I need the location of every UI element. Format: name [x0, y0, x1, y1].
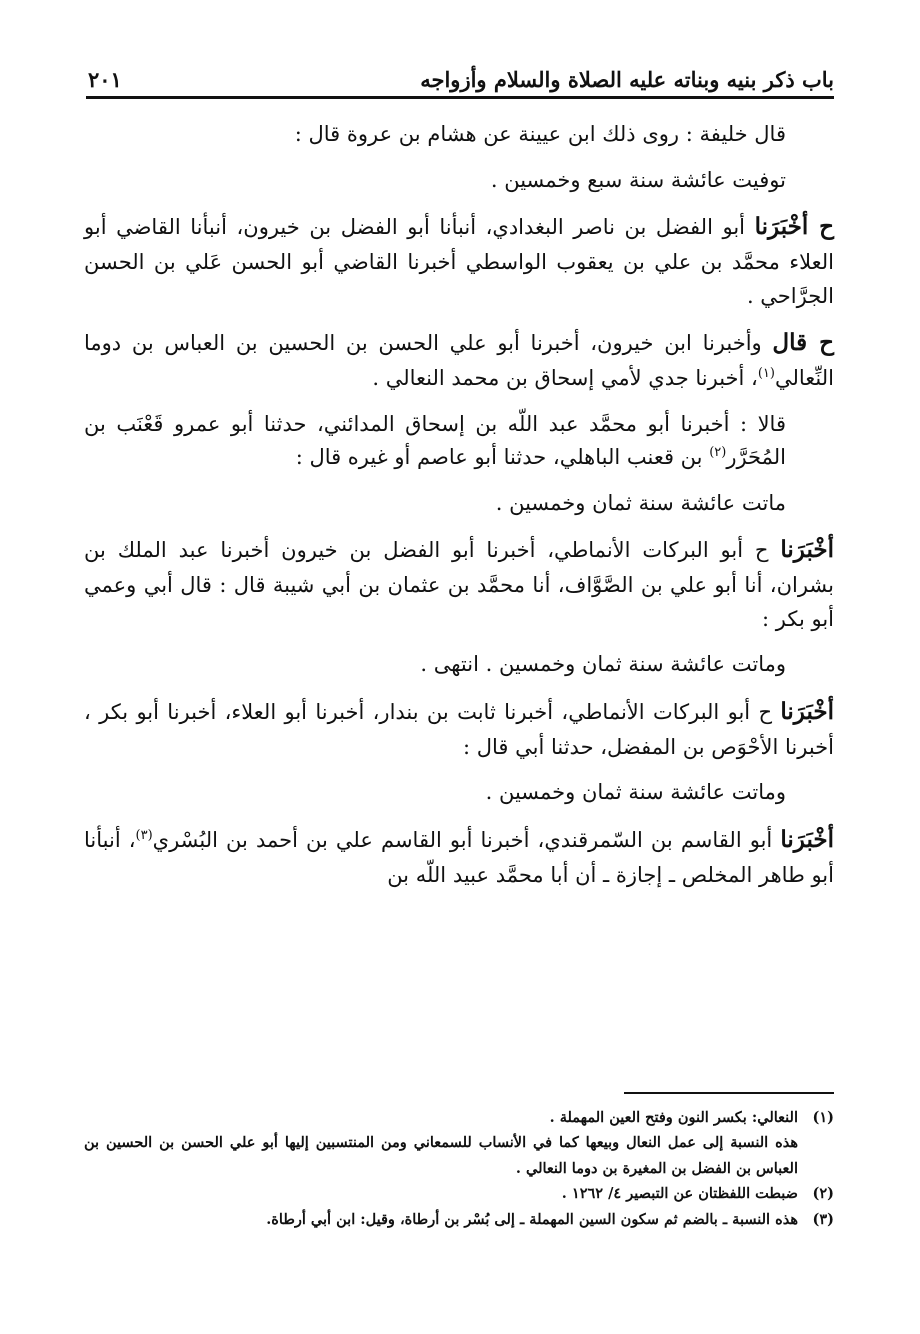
- isnad-lead: أخْبَرَنا: [780, 697, 834, 725]
- paragraph-text: قال خليفة : روى ذلك ابن عيينة عن هشام بن عروة قال :: [294, 122, 786, 146]
- isnad-lead: أخْبَرَنا: [780, 825, 834, 853]
- footnote: [84, 1181, 834, 1206]
- paragraph-text-after: ، أنبأنا أبو طاهر المخلص ـ إجازة ـ أن أبا محمَّد عبيد اللّه بن: [84, 827, 834, 887]
- paragraph: [84, 822, 834, 892]
- paragraph-text: أبو القاسم بن السّمرقندي، أخبرنا أبو القاسم علي بن أحمد بن البُسْري: [152, 827, 781, 852]
- paragraph: [84, 164, 834, 198]
- paragraph-text: ح أبو البركات الأنماطي، أخبرنا أبو الفضل بن خيرون أخبرنا عبد الملك بن بشران، أنا أبو علي بن الصَّوَّاف، أنا محمَّد بن عثمان بن أبي شيبة قال : قال أبي وعمي أبو بكر :: [84, 538, 834, 631]
- footnote-number: (١): [812, 1109, 834, 1126]
- paragraph: [84, 694, 834, 764]
- main-text: [84, 118, 834, 904]
- paragraph-text: وماتت عائشة سنة ثمان وخمسين . انتهى .: [420, 652, 786, 677]
- page-number: ٢٠١: [88, 67, 122, 92]
- paragraph-text: توفيت عائشة سنة سبع وخمسين .: [490, 167, 786, 192]
- isnad-lead: ح أخْبَرَنا: [754, 213, 834, 241]
- chapter-title: باب ذكر بنيه وبناته عليه الصلاة والسلام وأزواجه: [420, 67, 834, 92]
- paragraph-text: أبو الفضل بن ناصر البغدادي، أنبأنا أبو الفضل بن خيرون، أنبأنا القاضي أبو العلاء محمَّد بن علي بن يعقوب الواسطي أخبرنا القاضي أبو الحسن عَلي بن الحسن الجرَّاحي .: [84, 215, 834, 308]
- isnad-lead: ح قال: [772, 329, 835, 357]
- footnote-continuation: هذه النسبة إلى عمل النعال وبيعها كما في الأنساب للسمعاني ومن المنتسبين إليها أبو علي الحسن بن الحسين بن العباس بن الفضل بن المغيرة بن دوما النعالي .: [84, 1134, 798, 1177]
- paragraph: [84, 325, 834, 395]
- paragraph-text: ماتت عائشة سنة ثمان وخمسين .: [495, 490, 786, 515]
- paragraph: [84, 532, 834, 636]
- paragraph: [84, 209, 834, 313]
- footnote-text: هذه النسبة ـ بالضم ثم سكون السين المهملة ـ إلى بُسْر بن أرطاة، وقيل: ابن أبي أرطاة.: [266, 1210, 798, 1228]
- footnote-text: ضبطت اللفظتان عن التبصير ٤/ ١٢٦٢ .: [561, 1185, 798, 1203]
- paragraph-text: وأخبرنا ابن خيرون، أخبرنا أبو علي الحسن بن الحسين بن العباس بن دوما النِّعالي: [84, 331, 834, 390]
- footnote: [84, 1105, 834, 1130]
- paragraph-text: ح أبو البركات الأنماطي، أخبرنا ثابت بن بندار، أخبرنا أبو العلاء، أخبرنا أبو بكر ، أخبرنا الأحْوَص بن المفضل، حدثنا أبي قال :: [84, 699, 834, 759]
- footnote: [84, 1207, 834, 1232]
- paragraph: [84, 776, 834, 810]
- paragraph-text: وماتت عائشة سنة ثمان وخمسين .: [485, 780, 786, 805]
- paragraph-text-after: ، أخبرنا جدي لأمي إسحاق بن محمد النعالي .: [372, 365, 758, 390]
- running-header: [88, 62, 834, 92]
- paragraph-text: قالا : أخبرنا أبو محمَّد عبد اللّه بن إسحاق المدائني، حدثنا أبو عمرو قَعْنَب بن المُحَرَّر: [84, 411, 786, 470]
- footnote-number: (٣): [812, 1210, 834, 1228]
- paragraph: [84, 408, 834, 475]
- footnote-rule: [624, 1092, 834, 1094]
- paragraph: [84, 648, 834, 682]
- paragraph: [84, 487, 834, 521]
- footnote-number: (٢): [812, 1185, 834, 1203]
- footnote-ref: (٢): [709, 445, 727, 461]
- isnad-lead: أخْبَرَنا: [780, 536, 834, 564]
- footnotes: [84, 1105, 834, 1232]
- paragraph: [84, 118, 834, 152]
- footnote-ref: (١): [757, 365, 775, 381]
- paragraph-text-after: بن قعنب الباهلي، حدثنا أبو عاصم أو غيره قال :: [295, 445, 710, 470]
- footnote-text: النعالي: بكسر النون وفتح العين المهملة .: [549, 1109, 798, 1126]
- footnote-ref: (٣): [135, 827, 153, 843]
- header-rule: [86, 96, 834, 99]
